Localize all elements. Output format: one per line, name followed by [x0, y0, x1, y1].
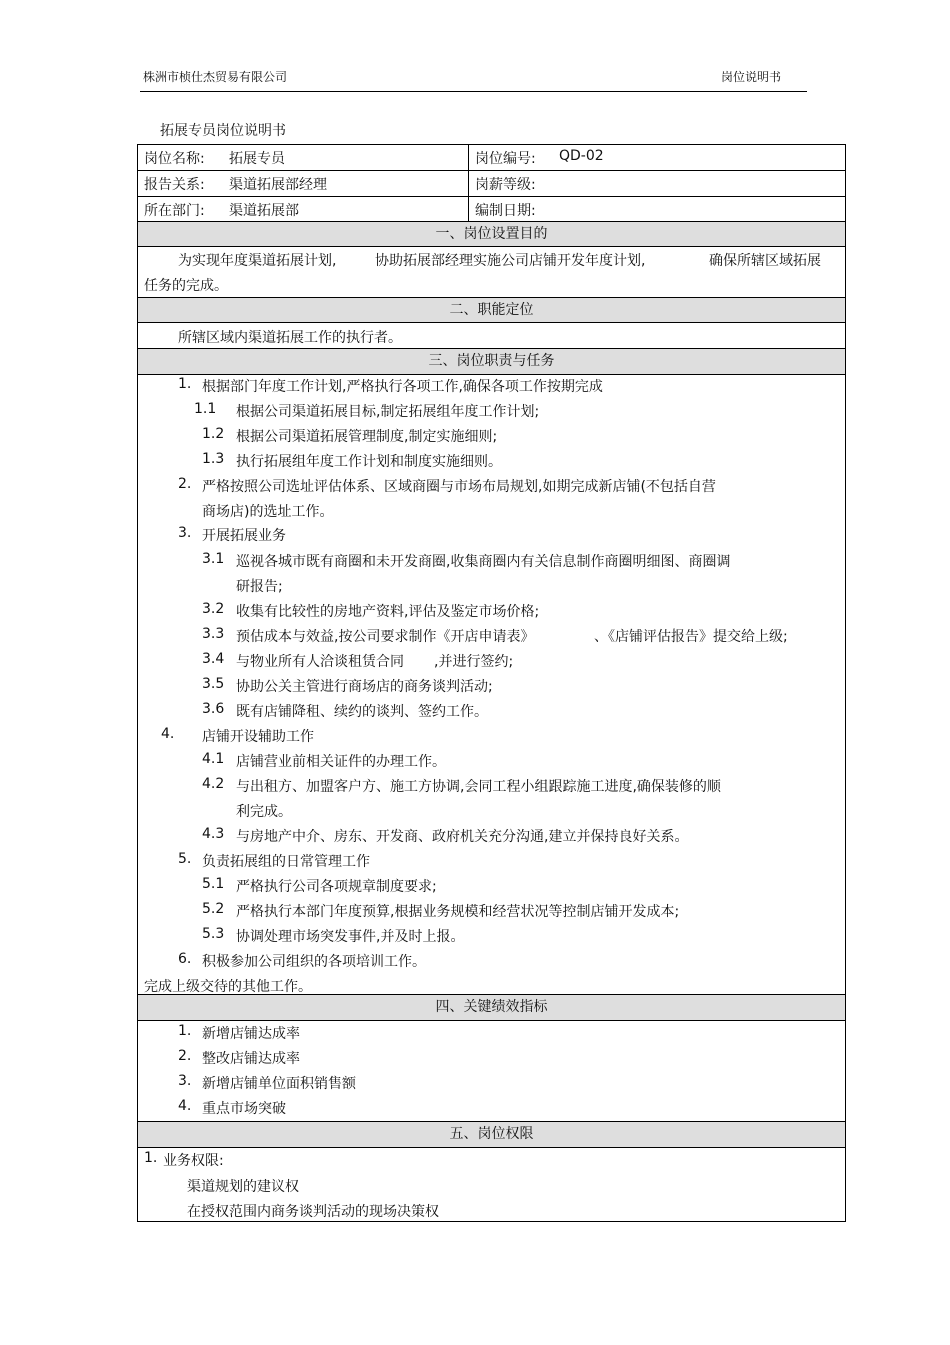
- kpi-num: 2.: [178, 1048, 192, 1064]
- duty-num: 1.1: [194, 401, 217, 417]
- section-body-purpose: [138, 247, 845, 298]
- duty-num: 3.5: [202, 676, 225, 692]
- document-title: 拓展专员岗位说明书: [160, 123, 286, 139]
- duty-num: 3.6: [202, 701, 225, 717]
- duty-text-part2: 、《店铺评估报告》提交给上级;: [594, 629, 788, 645]
- authority-num: 1.: [144, 1150, 158, 1166]
- duty-text-part2: ,并进行签约;: [434, 654, 514, 670]
- duty-num: 4.1: [202, 751, 225, 767]
- duty-text: 积极参加公司组织的各项培训工作。: [202, 954, 426, 970]
- kpi-num: 4.: [178, 1098, 192, 1114]
- duty-num: 1.: [178, 376, 192, 392]
- duty-text: 协调处理市场突发事件,并及时上报。: [236, 929, 465, 945]
- duty-text: 与房地产中介、房东、开发商、政府机关充分沟通,建立并保持良好关系。: [236, 829, 689, 845]
- department-label: 所在部门:: [144, 203, 205, 219]
- job-description-table: [137, 144, 846, 1222]
- authority-text: 业务权限:: [163, 1153, 224, 1169]
- purpose-text-b: 协助拓展部经理实施公司店铺开发年度计划,: [375, 253, 646, 269]
- info-row-dept: [138, 197, 845, 222]
- kpi-text: 重点市场突破: [202, 1101, 286, 1117]
- duty-num: 5.2: [202, 901, 225, 917]
- report-value: 渠道拓展部经理: [229, 177, 327, 193]
- header-doc-type: 岗位说明书: [721, 70, 782, 84]
- position-name-value: 拓展专员: [229, 151, 285, 167]
- purpose-text-c: 确保所辖区域拓展: [709, 253, 821, 269]
- purpose-text-a: 为实现年度渠道拓展计划,: [178, 253, 337, 269]
- duty-num: 1.2: [202, 426, 225, 442]
- section-body-function: [138, 323, 845, 349]
- duty-num: 3.2: [202, 601, 225, 617]
- duty-num: 4.3: [202, 826, 225, 842]
- duty-num: 3.4: [202, 651, 225, 667]
- section-heading-kpi: 四、关键绩效指标: [138, 995, 845, 1021]
- kpi-text: 新增店铺达成率: [202, 1026, 300, 1042]
- duty-text-other: 完成上级交待的其他工作。: [144, 979, 312, 995]
- header-divider: [140, 91, 807, 92]
- duty-num: 3.3: [202, 626, 225, 642]
- duty-text: 根据部门年度工作计划,严格执行各项工作,确保各项工作按期完成: [202, 379, 603, 395]
- function-text: 所辖区域内渠道拓展工作的执行者。: [178, 330, 402, 346]
- grade-label: 岗薪等级:: [475, 177, 536, 193]
- duty-text: 巡视各城市既有商圈和未开发商圈,收集商圈内有关信息制作商圈明细图、商圈调: [236, 554, 731, 570]
- date-label: 编制日期:: [475, 203, 536, 219]
- duty-num: 5.1: [202, 876, 225, 892]
- position-code-label: 岗位编号:: [475, 151, 536, 167]
- duty-num: 5.: [178, 851, 192, 867]
- duty-text-continued: 利完成。: [236, 804, 292, 820]
- duty-text: 严格按照公司选址评估体系、区域商圈与市场布局规划,如期完成新店铺(不包括自营: [202, 479, 716, 495]
- duty-num: 3.: [178, 525, 192, 541]
- duty-text: 店铺开设辅助工作: [202, 729, 314, 745]
- section-heading-purpose: 一、岗位设置目的: [138, 222, 845, 247]
- duty-num: 5.3: [202, 926, 225, 942]
- position-code-value: QD-02: [559, 148, 604, 164]
- kpi-text: 新增店铺单位面积销售额: [202, 1076, 356, 1092]
- report-label: 报告关系:: [144, 177, 205, 193]
- purpose-text-d: 任务的完成。: [144, 278, 228, 294]
- duty-text: 执行拓展组年度工作计划和制度实施细则。: [236, 454, 502, 470]
- duty-num: 4.2: [202, 776, 225, 792]
- info-row-report: [138, 171, 845, 197]
- authority-text: 渠道规划的建议权: [187, 1179, 299, 1195]
- section-heading-function: 二、职能定位: [138, 298, 845, 323]
- duty-text: 与物业所有人洽谈租赁合同: [236, 654, 404, 670]
- authority-text: 在授权范围内商务谈判活动的现场决策权: [187, 1204, 439, 1220]
- info-row-name: [138, 145, 845, 171]
- duty-text: 与出租方、加盟客户方、施工方协调,会同工程小组跟踪施工进度,确保装修的顺: [236, 779, 721, 795]
- duty-text: 店铺营业前相关证件的办理工作。: [236, 754, 446, 770]
- duty-num: 4.: [161, 726, 175, 742]
- department-value: 渠道拓展部: [229, 203, 299, 219]
- position-name-label: 岗位名称:: [144, 151, 205, 167]
- duty-text: 根据公司渠道拓展管理制度,制定实施细则;: [236, 429, 498, 445]
- duty-num: 6.: [178, 951, 192, 967]
- duty-num: 1.3: [202, 451, 225, 467]
- section-body-kpi: [138, 1021, 845, 1122]
- kpi-text: 整改店铺达成率: [202, 1051, 300, 1067]
- header-company: 株洲市桢仕杰贸易有限公司: [143, 70, 288, 84]
- duty-num: 3.1: [202, 551, 225, 567]
- kpi-num: 3.: [178, 1073, 192, 1089]
- duty-text-continued: 研报告;: [236, 579, 283, 595]
- section-heading-authority: 五、岗位权限: [138, 1122, 845, 1148]
- duty-text: 既有店铺降租、续约的谈判、签约工作。: [236, 704, 488, 720]
- duty-text: 根据公司渠道拓展目标,制定拓展组年度工作计划;: [236, 404, 540, 420]
- duty-text: 开展拓展业务: [202, 528, 286, 544]
- duty-num: 2.: [178, 476, 192, 492]
- duty-text: 收集有比较性的房地产资料,评估及鉴定市场价格;: [236, 604, 540, 620]
- duty-text: 负责拓展组的日常管理工作: [202, 854, 370, 870]
- duty-text: 协助公关主管进行商场店的商务谈判活动;: [236, 679, 493, 695]
- section-heading-duties: 三、岗位职责与任务: [138, 349, 845, 375]
- kpi-num: 1.: [178, 1023, 192, 1039]
- duty-text: 严格执行本部门年度预算,根据业务规模和经营状况等控制店铺开发成本;: [236, 904, 680, 920]
- section-body-authority: [138, 1148, 845, 1221]
- section-body-duties: [138, 375, 845, 995]
- duty-text-continued: 商场店)的选址工作。: [202, 504, 334, 520]
- duty-text: 预估成本与效益,按公司要求制作《开店申请表》: [236, 629, 535, 645]
- duty-text: 严格执行公司各项规章制度要求;: [236, 879, 437, 895]
